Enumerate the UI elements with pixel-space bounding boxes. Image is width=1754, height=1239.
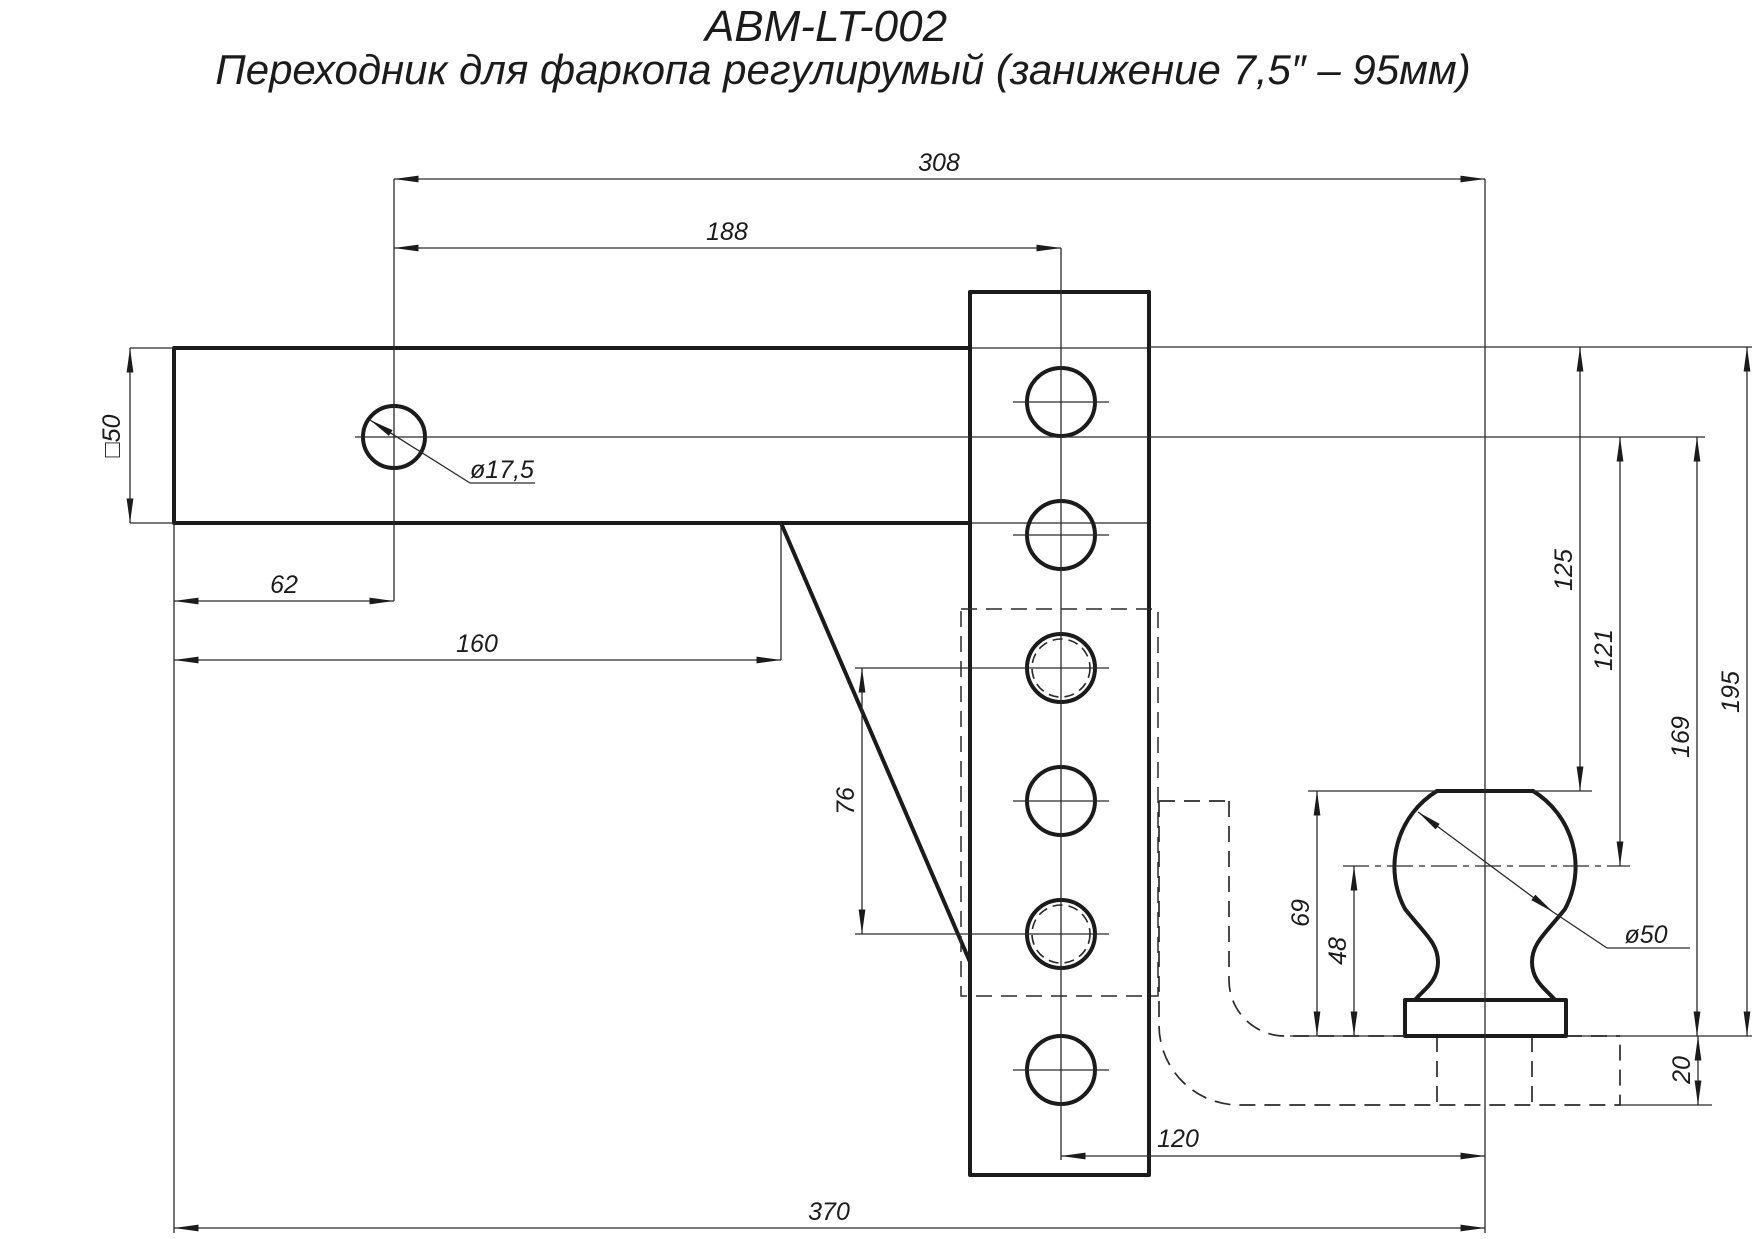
dim-62 [174,571,394,601]
dim-ball-dia-label: ø50 [1624,921,1668,949]
gusset-line [781,523,970,962]
ball-mount-phantom [1159,801,1620,1105]
adjustment-plate [970,292,1149,1175]
dim-shank-hole-dia [370,420,535,484]
dim-308 [394,149,1485,179]
dim-20-label: 20 [1668,1056,1696,1084]
dim-169 [1667,437,1697,1036]
dim-76-label: 76 [832,787,860,815]
plate-holes [855,248,1109,1160]
dim-370-label: 370 [808,1198,850,1226]
dim-160-label: 160 [456,630,498,658]
dim-48 [1324,866,1354,1036]
dim-120 [1061,1125,1485,1156]
dim-125 [1550,347,1580,791]
dim-69-label: 69 [1287,899,1315,927]
dim-188 [394,218,1061,248]
dim-308-label: 308 [918,149,960,177]
dim-69 [1287,791,1317,1036]
dim-120-label: 120 [1157,1125,1199,1153]
dim-square-50-label: □50 [98,414,126,458]
dim-160 [174,630,781,660]
dim-48-label: 48 [1324,937,1352,965]
dim-62-label: 62 [270,571,298,599]
dim-square-50 [98,348,130,523]
dim-370 [174,1198,1485,1228]
dim-121-label: 121 [1590,629,1618,671]
dim-shank-hole-label: ø17,5 [470,456,534,484]
extension-lines [130,179,1752,1233]
dim-20 [1668,1036,1698,1105]
dim-121 [1590,437,1620,866]
dim-169-label: 169 [1667,716,1695,758]
drawing-title-description: Переходник для фаркопа регулирумый (занижение 7,5″ – 95мм) [215,46,1471,93]
dim-125-label: 125 [1550,549,1578,591]
dim-195-label: 195 [1717,671,1745,713]
dim-ball-dia [1418,812,1690,949]
bracket-position-phantom-rect [961,609,1158,996]
drawing-title-model: ABM-LT-002 [704,2,948,51]
dim-76 [832,668,862,934]
dim-188-label: 188 [706,218,748,246]
dim-195 [1717,347,1747,1036]
shank-outline [174,348,1149,523]
